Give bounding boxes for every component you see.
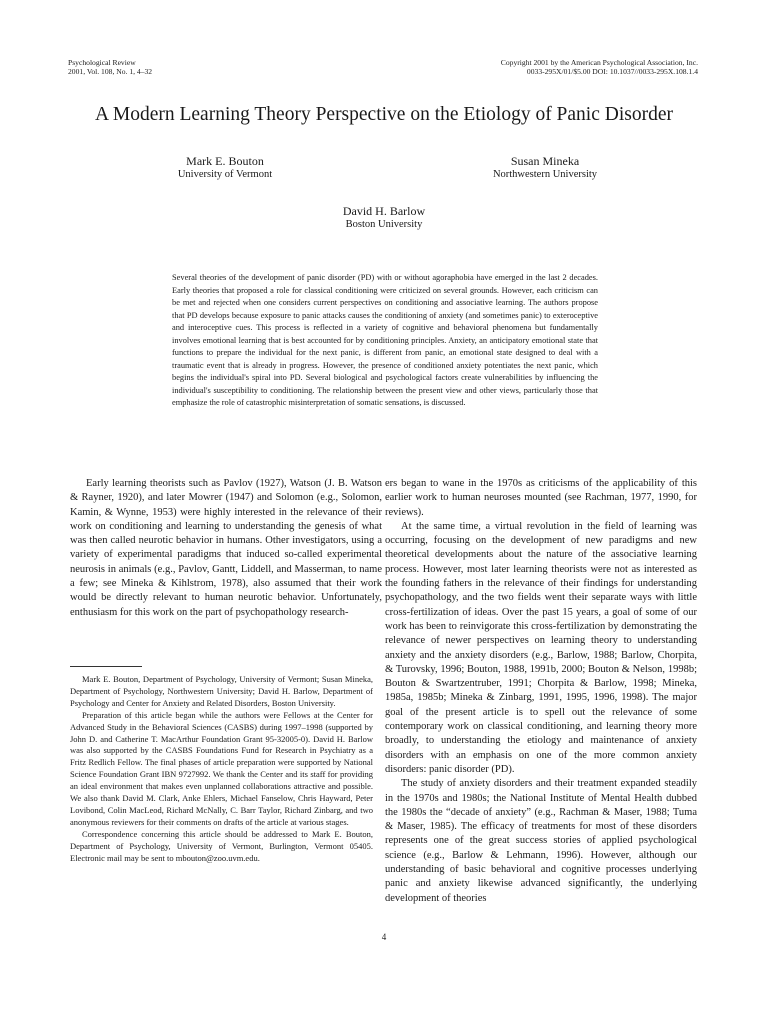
abstract: Several theories of the development of panic disorder (PD) with or without agoraphobia have emerged in the last 2 decades. Early theories that proposed a role for classical conditioning were criticized on several grounds. However, each criticism can be met and rejected when one considers current perspectives on conditioning and associative learning. The authors propose that PD develops because exposure to panic attacks causes the conditioning of anxiety (and sometimes panic) to exteroceptive and interoceptive cues. This process is reflected in a variety of cognitive and behavioral phenomena but fundamentally involves emotional learning that is best accounted for by conditioning principles. Anxiety, an anticipatory emotional state that functions to prepare the individual for the next panic, is different from panic, an emotional state designed to deal with a traumatic event that is already in progress. However, the presence of conditioned anxiety potentiates the next panic, which begins the individual's spiral into PD. Several biological and psychological factors create vulnerabilities by influencing the individual's susceptibility to conditioning. The relationship between the present view and other views, particularly those that emphasize the role of catastrophic misinterpretation of somatic sensations, is discussed. (172, 273, 598, 407)
footnote-paragraph: Correspondence concerning this article should be addressed to Mark E. Bouton, Department of Psychology, University of Vermont, Burlington, Vermont 05405. Electronic mail may be sent to mbouton@zoo.uvm.edu. (70, 828, 373, 863)
author-2 (465, 154, 625, 181)
author-1 (150, 154, 300, 181)
body-paragraph: ers began to wane in the 1970s as criticisms of the applicability of this earlier work to human neuroses mounted (see Rachman, 1977, 1990, for reviews). (385, 478, 697, 518)
journal-header (68, 58, 152, 76)
body-column-right (385, 477, 697, 906)
author-name: Susan Mineka (510, 154, 580, 168)
author-name: David H. Barlow (342, 204, 426, 218)
footnote-paragraph: Preparation of this article began while the authors were Fellows at the Center for Advanced Study in the Behavioral Sciences (CASBS) during 1997–1998 (supported by John D. and Catherine T. MacArthur Foundation Grant 95-32005-0). David H. Barlow was also supported by the CASBS Foundations Fund for Research in Psychiatry as a Fritz Redlich Fellow. The final phases of article preparation were supported by National Science Foundation Grant IBN 9727992. We thank the Center and its staff for providing an ideal environment that makes even unplanned collaborations attractive and possible. We also thank David M. Clark, Anke Ehlers, Michael Fanselow, Chris Hayward, Peter Lovibond, Colin MacLeod, Richard McNally, C. Barr Taylor, Richard Zinbarg, and two anonymous reviewers for their comments on drafts of the article at various stages. (70, 709, 373, 827)
copyright-line: Copyright 2001 by the American Psychological Association, Inc. (500, 58, 698, 67)
body-paragraph: At the same time, a virtual revolution in the field of learning was occurring, focusing on the development of new paradigms and new theoretical developments about the nature of the associative learning process. However, most later learning theorists were not as interested as the founding fathers in the relevance of their findings for understanding psychopathology, and the two fields went their separate ways with little cross-fertilization of ideas. Over the past 15 years, a goal of some of our work has been to reinvigorate this cross-fertilization by demonstrating the relevance of newer perspectives on learning theory to understanding anxiety and the anxiety disorders (e.g., Barlow, 1988; Barlow, Chorpita, & Turovsky, 1996; Bouton, 1988, 1991b, 2000; Bouton & Nelson, 1998b; Bouton & Swartzentruber, 1991; Chorpita & Barlow, 1998; Mineka, 1985a, 1985b; Mineka & Zinbarg, 1991, 1995, 1996, 1998). The major goal of the present article is to spell out the relevance of some contemporary work on classical conditioning, and learning theory more broadly, to understanding the etiology and maintenance of anxiety disorders with an emphasis on one of the more common anxiety disorders: panic disorder (PD). (385, 520, 697, 775)
journal-volume: 2001, Vol. 108, No. 1, 4–32 (68, 67, 153, 76)
footnote-paragraph: Mark E. Bouton, Department of Psychology, University of Vermont; Susan Mineka, Department of Psychology, Northwestern University; David H. Barlow, Department of Psychology and Center for Anxiety and Related Disorders, Boston University. (70, 674, 373, 708)
author-name: Mark E. Bouton (186, 154, 264, 168)
body-paragraph: The study of anxiety disorders and their treatment expanded steadily in the 1970s and 1980s; the National Institute of Mental Health dubbed the 1980s the “decade of anxiety” (e.g., Rachman & Maser, 1988; Tuma & Maser, 1985). The efficacy of treatments for most of these disorders represents one of the great success stories of applied psychological science (e.g., Barlow & Lehmann, 1996). However, although our understanding of basic behavioral and cognitive processes underlying panic and anxiety likewise advanced significantly, the underlying development of theories (385, 778, 697, 904)
copyright-header (501, 58, 698, 76)
journal-name: Psychological Review (68, 58, 136, 67)
author-affiliation: Northwestern University (492, 169, 598, 180)
author-affiliation: Boston University (345, 219, 423, 230)
author-note (70, 674, 373, 865)
page-number: 4 (381, 932, 387, 942)
author-affiliation: University of Vermont (177, 169, 273, 180)
article-title: A Modern Learning Theory Perspective on the Etiology of Panic Disorder (94, 104, 673, 125)
body-column-left (70, 477, 382, 620)
author-3 (300, 204, 468, 231)
footnote-divider (70, 666, 142, 667)
doi-line: 0033-295X/01/$5.00 DOI: 10.1037//0033-295X.108.1.4 (526, 67, 698, 76)
body-paragraph: Early learning theorists such as Pavlov (1927), Watson (J. B. Watson & Rayner, 1920), and later Mowrer (1947) and Solomon (e.g., Solomon, Kamin, & Wynne, 1953) were highly interested in the relevance of their work on conditioning and learning to understanding the genesis of what was then called neurotic behavior in humans. Other investigators, using a variety of experimental paradigms that induced so-called experimental neurosis in animals (e.g., Pavlov, Gantt, Liddell, and Masserman, to name a few; see Mineka & Kihlstrom, 1978), also assumed that their work would be directly relevant to human neurotic behavior. Unfortunately, enthusiasm for this work on the part of psychopathology research- (70, 478, 382, 618)
